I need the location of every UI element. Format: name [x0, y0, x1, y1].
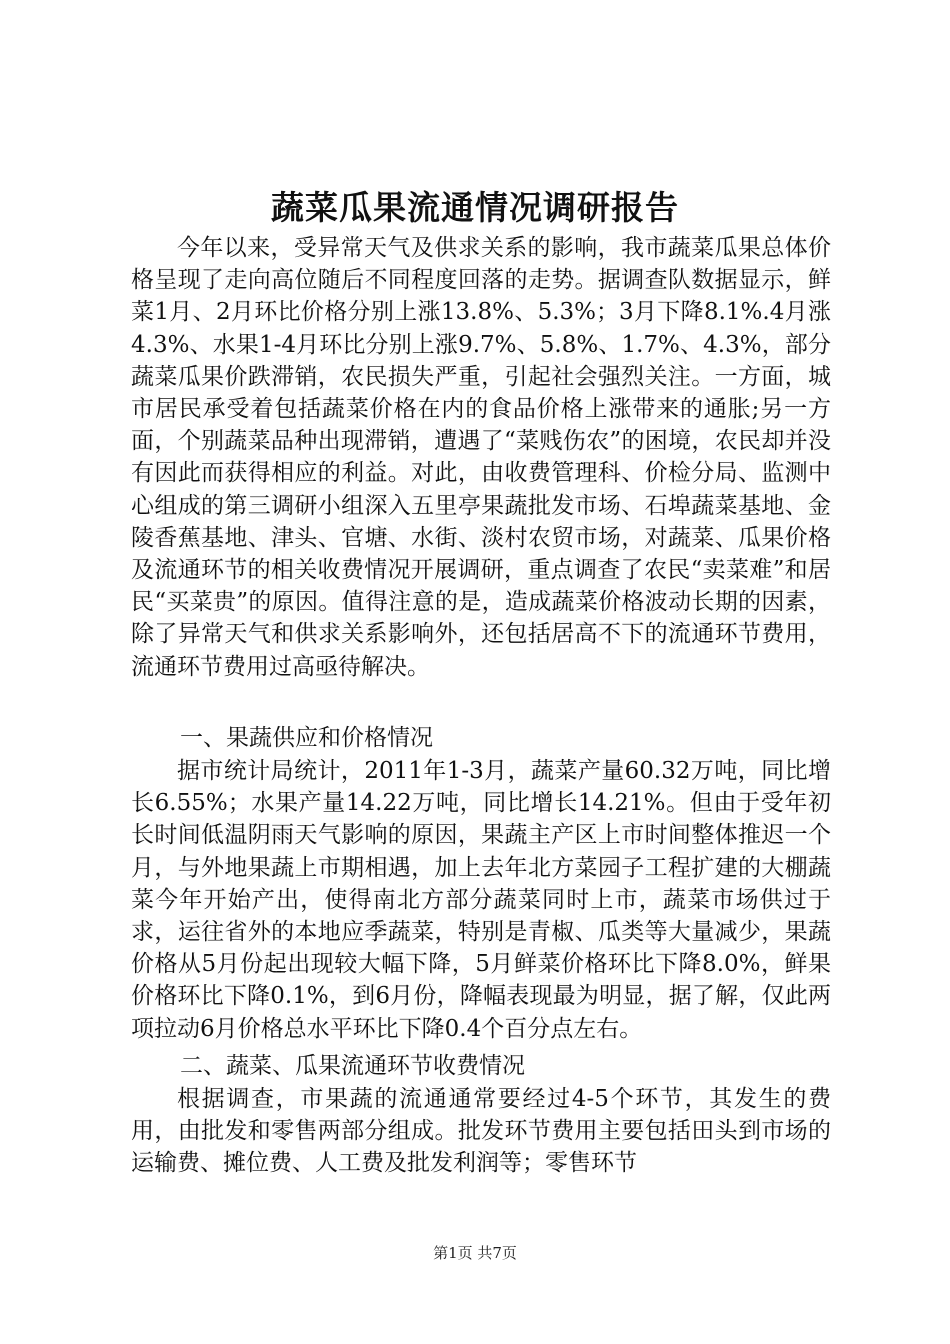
section-heading-supply-price: 一、果蔬供应和价格情况	[180, 725, 433, 751]
document-title: 蔬菜瓜果流通情况调研报告	[271, 188, 679, 227]
section-heading-circulation-fees: 二、蔬菜、瓜果流通环节收费情况	[180, 1053, 525, 1079]
section-paragraph-circulation-fees: 根据调查，市果蔬的流通通常要经过4-5个环节，其发生的费用，由批发和零售两部分组成。批发环节费用主要包括田头到市场的运输费、摊位费、人工费及批发利润等；零售环节	[131, 1086, 831, 1177]
page-number-footer: 第1页 共7页	[433, 1244, 517, 1262]
section-paragraph-supply-price: 据市统计局统计，2011年1-3月，蔬菜产量60.32万吨，同比增长6.55%；水果产量14.22万吨，同比增长14.21%。但由于受年初长时间低温阴雨天气影响的原因，果蔬主产区上市时间整体推迟一个月，与外地果蔬上市期相遇，加上去年北方菜园子工程扩建的大棚蔬菜今年开始产出，使得南北方部分蔬菜同时上市，蔬菜市场供过于求，运往省外的本地应季蔬菜，特别是青椒、瓜类等大量减少，果蔬价格从5月份起出现较大幅下降，5月鲜菜价格环比下降8.0%，鲜果价格环比下降0.1%，到6月份，降幅表现最为明显，据了解，仅此两项拉动6月价格总水平环比下降0.4个百分点左右。	[131, 758, 831, 1042]
intro-paragraph: 今年以来，受异常天气及供求关系的影响，我市蔬菜瓜果总体价格呈现了走向高位随后不同程度回落的走势。据调查队数据显示，鲜菜1月、2月环比价格分别上涨13.8%、5.3%；3月下降8.1%.4月涨4.3%、水果1-4月环比分别上涨9.7%、5.8%、1.7%、4.3%，部分蔬菜瓜果价跌滞销，农民损失严重，引起社会强烈关注。一方面，城市居民承受着包括蔬菜价格在内的食品价格上涨带来的通胀;另一方面，个别蔬菜品种出现滞销，遭遇了“菜贱伤农”的困境，农民却并没有因此而获得相应的利益。对此，由收费管理科、价检分局、监测中心组成的第三调研小组深入五里亭果蔬批发市场、石埠蔬菜基地、金陵香蕉基地、津头、官塘、水街、淡村农贸市场，对蔬菜、瓜果价格及流通环节的相关收费情况开展调研，重点调查了农民“卖菜难”和居民“买菜贵”的原因。值得注意的是，造成蔬菜价格波动长期的因素，除了异常天气和供求关系影响外，还包括居高不下的流通环节费用，流通环节费用过高亟待解决。	[131, 235, 831, 680]
